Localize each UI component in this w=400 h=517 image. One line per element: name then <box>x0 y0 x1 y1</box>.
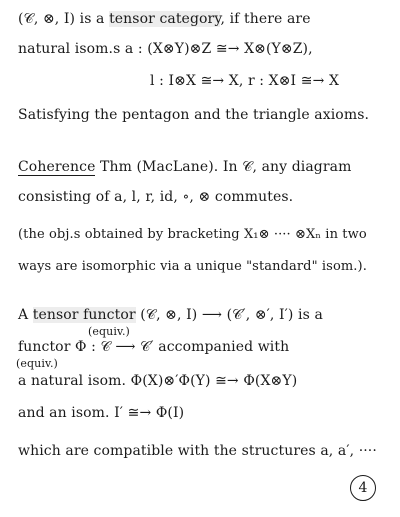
definition-line-2 <box>18 40 313 58</box>
compatibility-text: which are compatible with the structures a, a′, ···· <box>18 443 377 459</box>
functor-line <box>18 338 289 356</box>
tensor-functor-text: A tensor functor (𝒞, ⊗, I) ⟶ (𝒞′, ⊗′, I′) is a <box>18 307 323 323</box>
coherence-line-2 <box>18 188 293 206</box>
emphasized-phrase: Coherence <box>18 159 96 175</box>
equiv-annotation-1-text: (equiv.) <box>88 325 130 338</box>
definition-line-3 <box>150 72 339 90</box>
line-1-text: (𝒞, ⊗, I) is a tensor category, if there are <box>18 11 311 27</box>
line-2-text: natural isom.s a : (X⊗Y)⊗Z ≅→ X⊗(Y⊗Z), <box>18 41 313 57</box>
natural-isom-text: a natural isom. Φ(X)⊗′Φ(Y) ≅→ Φ(X⊗Y) <box>18 373 298 389</box>
emphasized-phrase: tensor functor <box>32 307 136 323</box>
coherence-line-2-text: consisting of a, l, r, id, ∘, ⊗ commutes. <box>18 189 294 205</box>
page-number <box>350 475 376 501</box>
coherence-theorem-line <box>18 158 351 176</box>
unit-isom-line <box>18 404 184 422</box>
unit-isom-text: and an isom. I′ ≅→ Φ(I) <box>18 405 185 421</box>
coherence-note-1-text: (the obj.s obtained by bracketing X₁⊗ ···· ⊗Xₙ in two <box>18 227 367 242</box>
equiv-annotation-2-text: (equiv.) <box>16 357 58 370</box>
compatibility-line <box>18 442 377 460</box>
emphasized-phrase: tensor category <box>109 11 221 27</box>
natural-isom-line <box>18 372 297 390</box>
coherence-note-2-text: ways are isomorphic via a unique "standard" isom.). <box>18 259 367 274</box>
coherence-note-2 <box>18 258 367 276</box>
tensor-functor-line <box>18 306 323 324</box>
definition-line-1 <box>18 10 311 28</box>
line-4-text: Satisfying the pentagon and the triangle axioms. <box>18 107 370 123</box>
coherence-note-1 <box>18 226 367 244</box>
coherence-text: Coherence Thm (MacLane). In 𝒞, any diagram <box>18 159 352 175</box>
page-number-text: 4 <box>358 480 368 496</box>
line-3-text: l : I⊗X ≅→ X, r : X⊗I ≅→ X <box>150 73 340 89</box>
functor-text: functor Φ : 𝒞 ⟶ 𝒞′ accompanied with <box>18 339 290 355</box>
equiv-annotation-2 <box>16 355 58 373</box>
definition-line-4 <box>18 106 369 124</box>
